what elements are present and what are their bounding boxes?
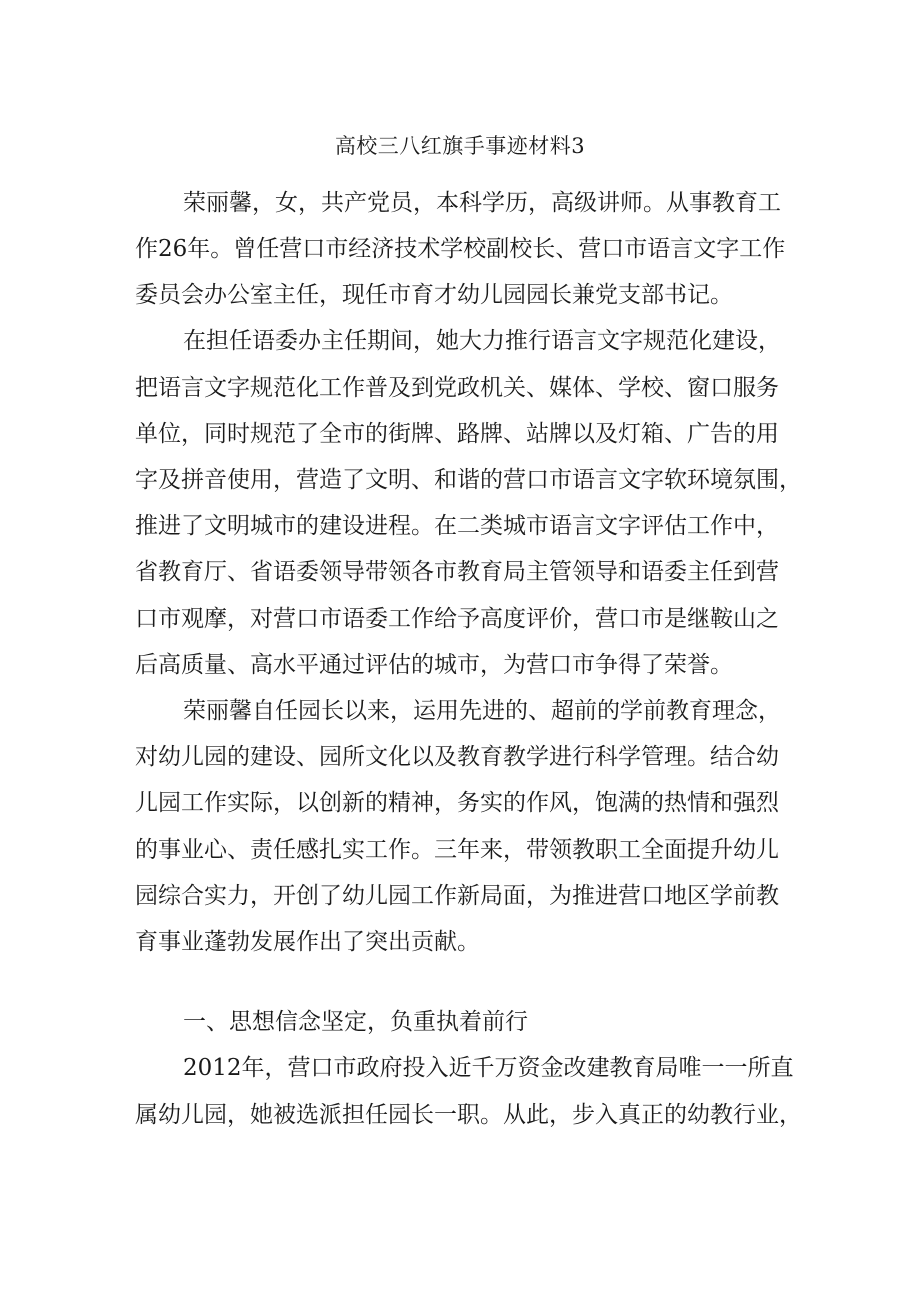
paragraph-2-line-6: 省教育厅、省语委领导带领各市教育局主管领导和语委主任到营 [135,559,779,585]
document-title: 高校三八红旗手事迹材料3 [334,134,586,158]
paragraph-4-line-2: 属幼儿园，她被选派担任园长一职。从此，步入真正的幼教行业， [135,1102,802,1128]
section-heading: 一、思想信念坚定，负重执着前行 [183,1009,528,1035]
paragraph-1-line-3: 委员会办公室主任，现任市育才幼儿园园长兼党支部书记。 [135,282,733,308]
paragraph-3-line-6: 育事业蓬勃发展作出了突出贡献。 [135,929,480,955]
paragraph-2-line-3: 单位，同时规范了全市的街牌、路牌、站牌以及灯箱、广告的用 [135,421,779,447]
paragraph-3-line-3: 儿园工作实际，以创新的精神，务实的作风，饱满的热情和强烈 [135,790,779,816]
paragraph-2-line-4: 字及拼音使用，营造了文明、和谐的营口市语言文字软环境氛围， [135,467,802,493]
paragraph-3-line-1: 荣丽馨自任园长以来，运用先进的、超前的学前教育理念， [183,698,781,724]
paragraph-2-line-8: 后高质量、高水平通过评估的城市，为营口市争得了荣誉。 [135,652,733,678]
paragraph-2-line-5: 推进了文明城市的建设进程。在二类城市语言文字评估工作中， [135,513,779,539]
paragraph-2-line-1: 在担任语委办主任期间，她大力推行语言文字规范化建设， [183,328,781,354]
paragraph-1-line-1: 荣丽馨，女，共产党员，本科学历，高级讲师。从事教育工 [183,190,781,216]
paragraph-3-line-2: 对幼儿园的建设、园所文化以及教育教学进行科学管理。结合幼 [135,744,779,770]
paragraph-2-line-7: 口市观摩，对营口市语委工作给予高度评价，营口市是继鞍山之 [135,606,779,632]
paragraph-1-line-2: 作26年。曾任营口市经济技术学校副校长、营口市语言文字工作 [135,236,786,262]
paragraph-3-line-4: 的事业心、责任感扎实工作。三年来，带领教职工全面提升幼儿 [135,837,779,863]
paragraph-4-line-1: 2012年，营口市政府投入近千万资金改建教育局唯一一所直 [183,1055,794,1081]
paragraph-3-line-5: 园综合实力，开创了幼儿园工作新局面，为推进营口地区学前教 [135,883,779,909]
paragraph-2-line-2: 把语言文字规范化工作普及到党政机关、媒体、学校、窗口服务 [135,375,779,401]
